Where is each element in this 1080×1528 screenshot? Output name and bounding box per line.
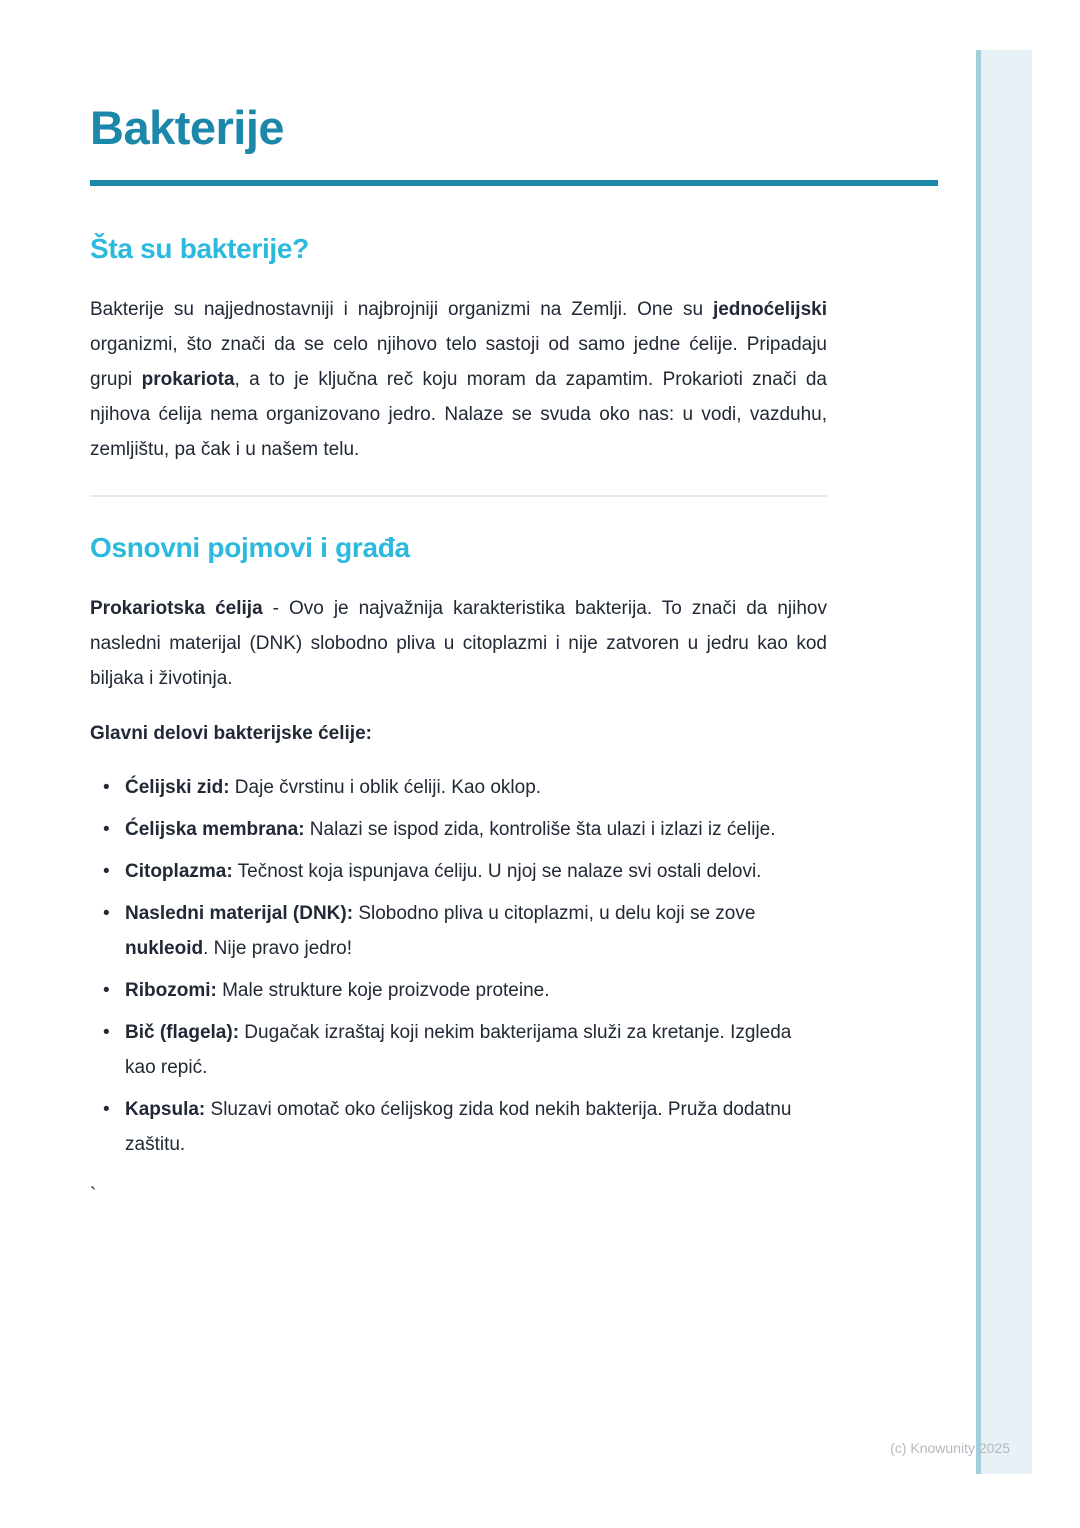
text-run: Nalazi se ispod zida, kontroliše šta ulazi i izlazi iz ćelije.	[304, 819, 776, 840]
list-item	[90, 973, 827, 1008]
bold-text-run: prokariota	[141, 369, 235, 390]
text-run: . Nije pravo jedro!	[203, 938, 353, 959]
bold-text-run: Kapsula:	[125, 1099, 206, 1120]
definition-paragraph	[90, 591, 827, 696]
section-heading-what-are-bacteria: Šta su bakterije?	[90, 233, 309, 264]
list-item	[90, 854, 827, 889]
text-run: Tečnost koja ispunjava ćeliju. U njoj se nalaze svi ostali delovi.	[232, 861, 762, 882]
bold-text-run: Prokariotska ćelija	[90, 598, 263, 619]
list-item	[90, 770, 827, 805]
list-item	[90, 812, 827, 847]
bold-text-run: Ćelijska membrana:	[125, 819, 305, 840]
cell-parts-list	[90, 770, 827, 1162]
text-run: Bakterije su najjednostavniji i najbrojniji organizmi na Zemlji. One su	[90, 299, 713, 320]
bold-text-run: jednoćelijski	[712, 299, 827, 320]
list-subheading: Glavni delovi bakterijske ćelije:	[90, 723, 372, 744]
section-divider	[90, 495, 827, 497]
side-accent-stripe	[976, 50, 1032, 1474]
stray-backtick-char: `	[90, 1185, 97, 1206]
list-item	[90, 896, 827, 966]
footer-copyright: (c) Knowunity 2025	[890, 1440, 1010, 1456]
bold-text-run: Citoplazma:	[125, 861, 233, 882]
text-run: Slobodno pliva u citoplazmi, u delu koji se zove	[353, 903, 756, 924]
bold-text-run: Ćelijski zid:	[125, 777, 230, 798]
text-run: Dugačak izraštaj koji nekim bakterijama služi za kretanje. Izgleda kao repić.	[125, 1022, 792, 1078]
text-run: Sluzavi omotač oko ćelijskog zida kod nekih bakterija. Pruža dodatnu zaštitu.	[125, 1099, 792, 1155]
text-run: , a to je ključna reč koju moram da zapamtim. Prokarioti znači da njihova ćelija nema organizovano jedro. Nalaze se svuda oko nas: u vodi, vazduhu, zemljištu, pa čak i u našem telu.	[90, 369, 828, 460]
text-run: Daje čvrstinu i oblik ćeliji. Kao oklop.	[229, 777, 542, 798]
bold-text-run: Nasledni materijal (DNK):	[125, 903, 354, 924]
section-heading-basic-terms: Osnovni pojmovi i građa	[90, 532, 410, 563]
list-item	[90, 1015, 827, 1085]
list-item	[90, 1092, 827, 1162]
bold-text-run: Ribozomi:	[125, 980, 217, 1001]
text-run: - Ovo je najvažnija karakteristika bakterija. To znači da njihov nasledni materijal (DNK) slobodno pliva u citoplazmi i nije zatvoren u jedru kao kod biljaka i životinja.	[90, 598, 827, 689]
page-title: Bakterije	[90, 101, 285, 154]
document-content	[90, 0, 827, 1213]
bold-text-run: Bič (flagela):	[125, 1022, 240, 1043]
text-run: organizmi, što znači da se celo njihovo telo sastoji od samo jedne ćelije. Pripadaju grupi	[90, 334, 827, 390]
text-run: Male strukture koje proizvode proteine.	[216, 980, 550, 1001]
bold-text-run: nukleoid	[125, 938, 204, 959]
intro-paragraph	[90, 292, 827, 467]
title-underline-rule	[90, 180, 938, 186]
